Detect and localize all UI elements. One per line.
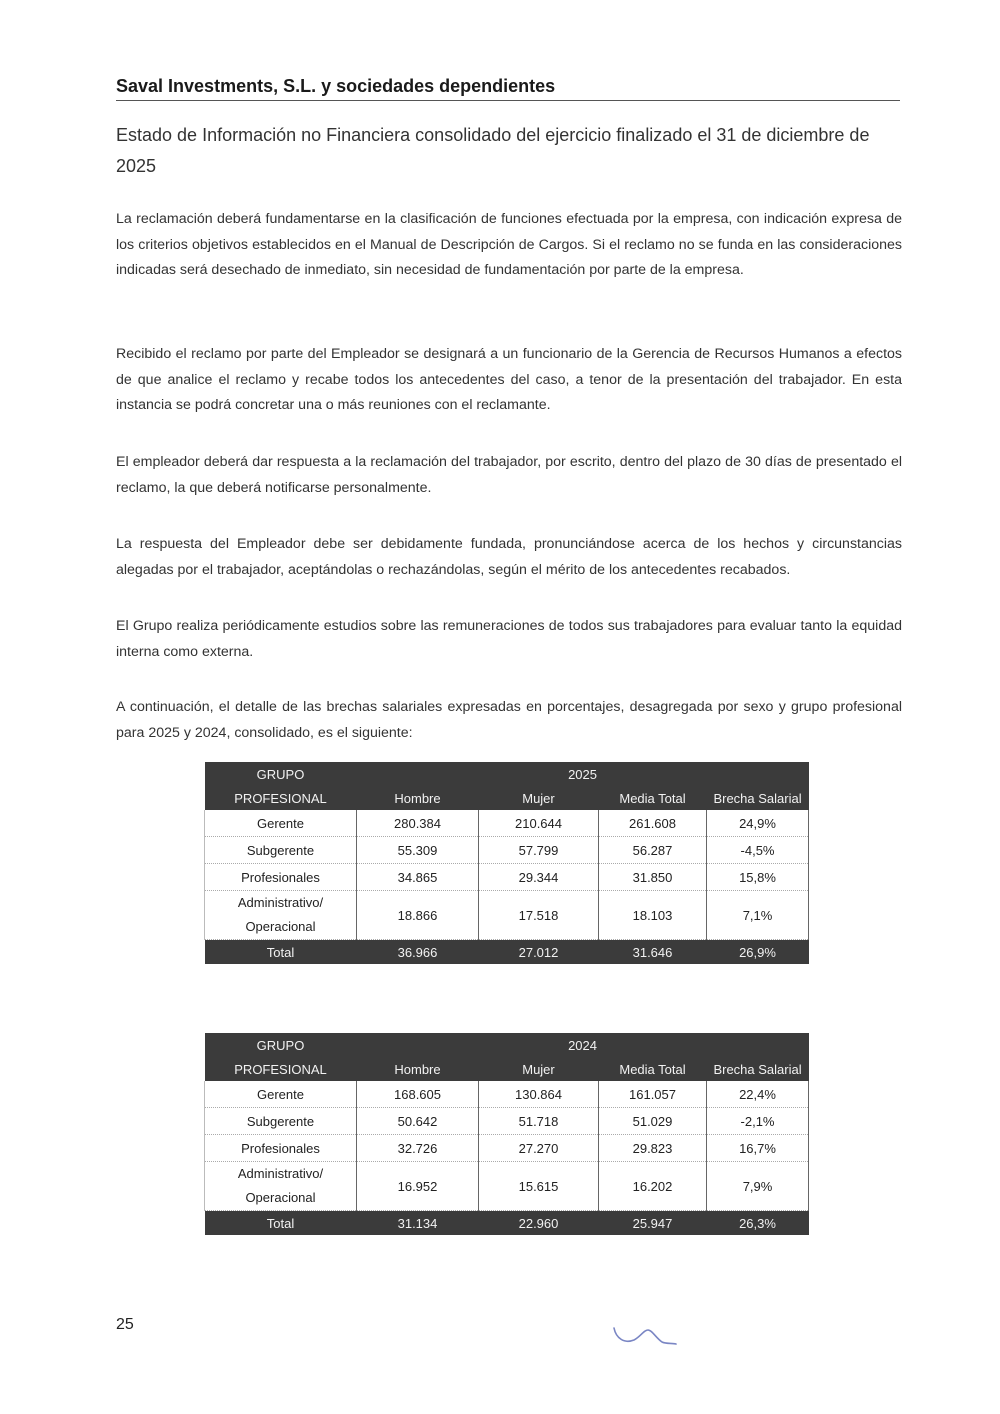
row-mujer: 15.615 xyxy=(479,1162,599,1211)
total-brecha: 26,3% xyxy=(707,1211,809,1236)
row-group: Subgerente xyxy=(205,1108,357,1135)
wage-gap-table-2025 xyxy=(204,762,809,964)
column-header-hombre: Hombre xyxy=(357,1057,479,1081)
row-hombre: 16.952 xyxy=(357,1162,479,1211)
wage-gap-table-2024 xyxy=(204,1033,809,1235)
row-group-line2: Operacional xyxy=(245,1190,316,1205)
table-row xyxy=(205,891,809,940)
row-group: Profesionales xyxy=(205,864,357,891)
table-row xyxy=(205,810,809,837)
total-hombre: 36.966 xyxy=(357,940,479,965)
row-mujer: 27.270 xyxy=(479,1135,599,1162)
row-media: 31.850 xyxy=(599,864,707,891)
row-hombre: 32.726 xyxy=(357,1135,479,1162)
row-group: Gerente xyxy=(205,1081,357,1108)
row-group: Profesionales xyxy=(205,1135,357,1162)
year-header: 2024 xyxy=(357,1033,809,1057)
row-media: 56.287 xyxy=(599,837,707,864)
row-media: 29.823 xyxy=(599,1135,707,1162)
table-row xyxy=(205,1108,809,1135)
row-mujer: 29.344 xyxy=(479,864,599,891)
handwritten-signature-icon xyxy=(610,1322,680,1350)
row-group: Subgerente xyxy=(205,837,357,864)
row-media: 18.103 xyxy=(599,891,707,940)
table-row xyxy=(205,1162,809,1211)
year-header: 2025 xyxy=(357,762,809,786)
row-media: 16.202 xyxy=(599,1162,707,1211)
total-mujer: 22.960 xyxy=(479,1211,599,1236)
page-number: 25 xyxy=(116,1316,134,1333)
row-brecha: 24,9% xyxy=(707,810,809,837)
group-header-line1: GRUPO xyxy=(205,762,357,786)
column-header-mujer: Mujer xyxy=(479,1057,599,1081)
table-row xyxy=(205,1135,809,1162)
paragraph-remuneration-studies: El Grupo realiza periódicamente estudios sobre las remuneraciones de todos sus trabajadores para evaluar tanto la equidad interna como externa. xyxy=(116,618,902,660)
row-mujer: 17.518 xyxy=(479,891,599,940)
column-header-media-total: Media Total xyxy=(599,786,707,810)
column-header-mujer: Mujer xyxy=(479,786,599,810)
table-row xyxy=(205,837,809,864)
column-header-hombre: Hombre xyxy=(357,786,479,810)
paragraph-response-grounds: La respuesta del Empleador debe ser debidamente fundada, pronunciándose acerca de los hechos y circunstancias alegadas por el trabajador, aceptándolas o rechazándolas, según el mérito de los antecedentes recabados. xyxy=(116,536,902,578)
row-hombre: 280.384 xyxy=(357,810,479,837)
group-header-line2: PROFESIONAL xyxy=(205,786,357,810)
row-brecha: 7,1% xyxy=(707,891,809,940)
total-label: Total xyxy=(205,940,357,965)
row-hombre: 50.642 xyxy=(357,1108,479,1135)
row-group-line2: Operacional xyxy=(245,919,316,934)
group-header-line2: PROFESIONAL xyxy=(205,1057,357,1081)
row-media: 51.029 xyxy=(599,1108,707,1135)
row-brecha: -2,1% xyxy=(707,1108,809,1135)
column-header-brecha-salarial: Brecha Salarial xyxy=(707,786,809,810)
row-mujer: 51.718 xyxy=(479,1108,599,1135)
row-brecha: 15,8% xyxy=(707,864,809,891)
row-brecha: 16,7% xyxy=(707,1135,809,1162)
paragraph-claim-review: Recibido el reclamo por parte del Empleador se designará a un funcionario de la Gerencia de Recursos Humanos a efectos de que analice el reclamo y recabe todos los antecedentes del caso, a tenor de la presentación del trabajador. En esta instancia se podrá concretar una o más reuniones con el reclamante. xyxy=(116,346,902,413)
total-row xyxy=(205,1211,809,1236)
paragraph-wage-gap-intro: A continuación, el detalle de las brechas salariales expresadas en porcentajes, desagregada por sexo y grupo profesional para 2025 y 2024, consolidado, es el siguiente: xyxy=(116,699,902,741)
row-mujer: 210.644 xyxy=(479,810,599,837)
table-row xyxy=(205,1081,809,1108)
total-brecha: 26,9% xyxy=(707,940,809,965)
group-header-line1: GRUPO xyxy=(205,1033,357,1057)
row-hombre: 18.866 xyxy=(357,891,479,940)
report-title: Estado de Información no Financiera consolidado del ejercicio finalizado el 31 de diciembre de 2025 xyxy=(116,125,870,176)
company-name: Saval Investments, S.L. y sociedades dependientes xyxy=(116,76,900,101)
row-media: 261.608 xyxy=(599,810,707,837)
total-media: 25.947 xyxy=(599,1211,707,1236)
row-hombre: 34.865 xyxy=(357,864,479,891)
row-mujer: 57.799 xyxy=(479,837,599,864)
total-row xyxy=(205,940,809,965)
paragraph-response-deadline: El empleador deberá dar respuesta a la reclamación del trabajador, por escrito, dentro del plazo de 30 días de presentado el reclamo, la que deberá notificarse personalmente. xyxy=(116,454,902,496)
total-hombre: 31.134 xyxy=(357,1211,479,1236)
total-mujer: 27.012 xyxy=(479,940,599,965)
row-group xyxy=(205,891,357,940)
row-brecha: 22,4% xyxy=(707,1081,809,1108)
table-row xyxy=(205,864,809,891)
row-media: 161.057 xyxy=(599,1081,707,1108)
paragraph-claim-basis: La reclamación deberá fundamentarse en la clasificación de funciones efectuada por la empresa, con indicación expresa de los criterios objetivos establecidos en el Manual de Descripción de Cargos. Si el reclamo no se funda en las consideraciones indicadas será desechado de inmediato, sin necesidad de fundamentación por parte de la empresa. xyxy=(116,211,902,278)
row-group: Gerente xyxy=(205,810,357,837)
total-media: 31.646 xyxy=(599,940,707,965)
total-label: Total xyxy=(205,1211,357,1236)
row-group-line1: Administrativo/ xyxy=(237,895,324,910)
row-brecha: -4,5% xyxy=(707,837,809,864)
row-hombre: 168.605 xyxy=(357,1081,479,1108)
row-group xyxy=(205,1162,357,1211)
row-mujer: 130.864 xyxy=(479,1081,599,1108)
row-group-line1: Administrativo/ xyxy=(237,1166,324,1181)
column-header-media-total: Media Total xyxy=(599,1057,707,1081)
row-brecha: 7,9% xyxy=(707,1162,809,1211)
column-header-brecha-salarial: Brecha Salarial xyxy=(707,1057,809,1081)
row-hombre: 55.309 xyxy=(357,837,479,864)
